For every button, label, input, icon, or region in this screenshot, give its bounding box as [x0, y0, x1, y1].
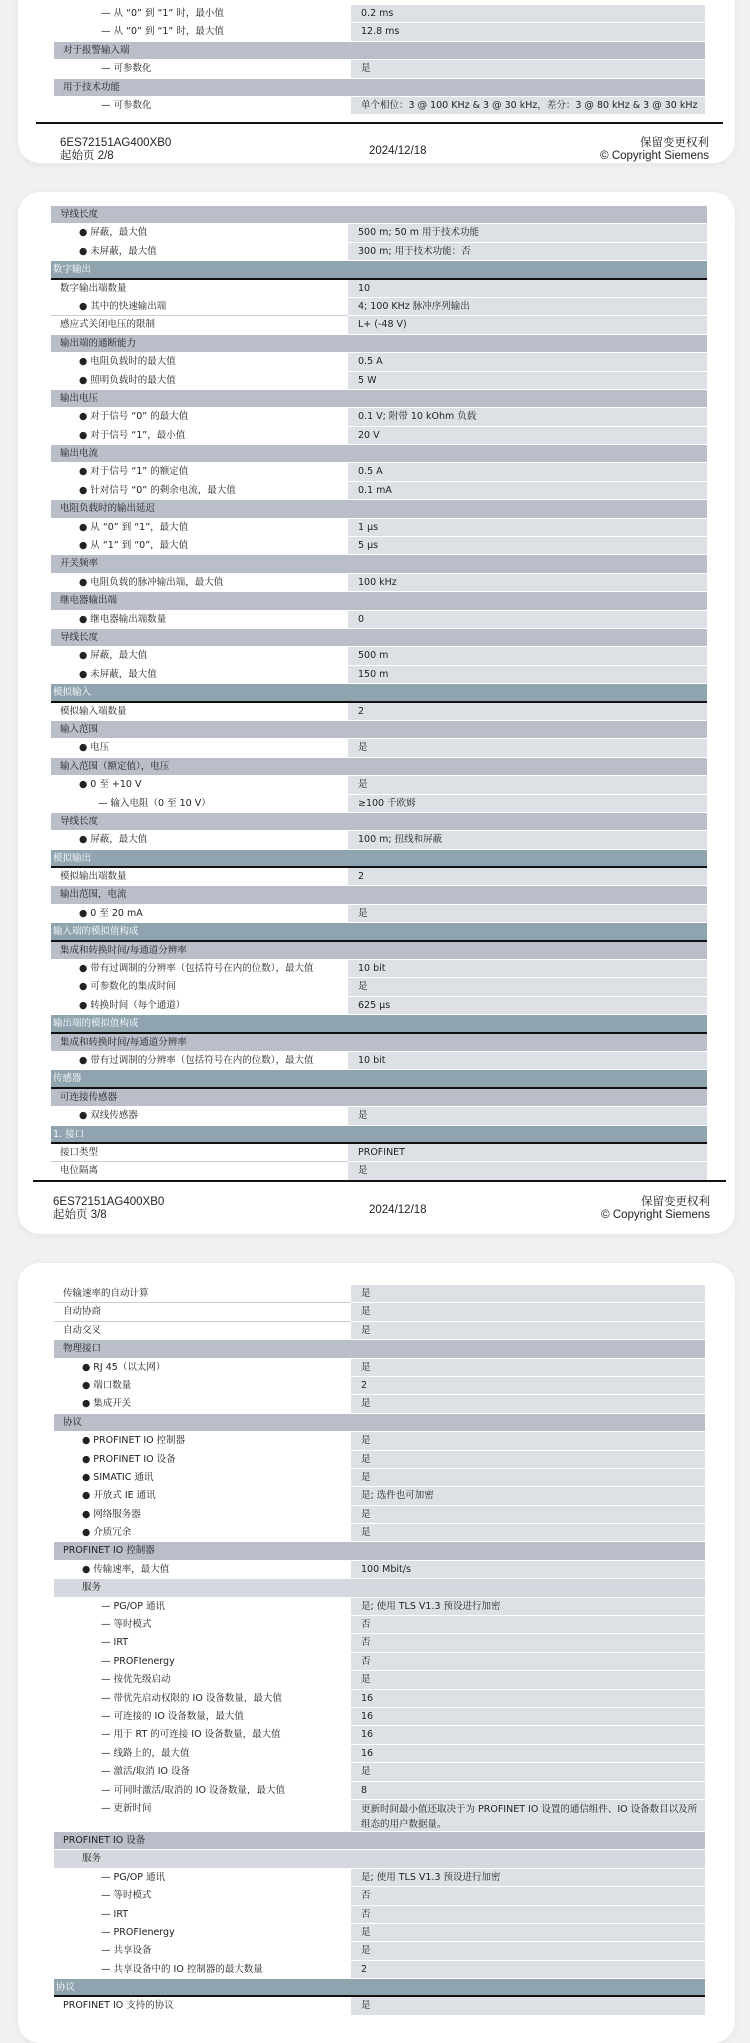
spec-row	[51, 224, 707, 242]
spec-row	[51, 795, 707, 813]
spec-label: — 从 “0” 到 “1” 时，最小值	[101, 8, 224, 19]
spec-label: ● 转换时间（每个通道）	[79, 999, 186, 1011]
spec-row	[51, 997, 707, 1015]
spec-row	[54, 1961, 705, 1979]
spec-label: 传输速率的自动计算	[54, 1285, 351, 1303]
spec-label: ● PROFINET IO 设备	[82, 1453, 176, 1465]
spec-value: 否	[351, 1634, 705, 1652]
spec-label: 接口类型	[51, 1144, 348, 1162]
spec-row	[54, 1690, 705, 1708]
spec-value: 0.5 A	[348, 463, 707, 481]
spec-value: 2	[348, 703, 707, 721]
footer-order-code: 6ES72151AG400XB0	[60, 137, 172, 149]
spec-row	[54, 1395, 705, 1413]
spec-value: 4; 100 KHz 脉冲序列输出	[348, 298, 707, 316]
spec-label: 模拟输入端数量	[60, 705, 127, 717]
spec-label: ● 双线传感器	[79, 1110, 138, 1122]
spec-row	[51, 611, 707, 629]
section-header: 输入端的模拟值构成	[51, 923, 707, 941]
spec-value: 5 μs	[348, 537, 707, 555]
spec-value: 是	[351, 1359, 705, 1377]
spec-row	[54, 1561, 705, 1579]
spec-row	[51, 372, 707, 390]
spec-label: 自动协商	[54, 1303, 351, 1321]
spec-row	[51, 1162, 707, 1180]
spec-label: — 共享设备	[101, 1945, 152, 1957]
spec-row	[54, 1616, 705, 1634]
spec-table	[54, 5, 705, 115]
spec-value: 是	[351, 1942, 705, 1960]
spec-label: ● 电压	[79, 742, 110, 754]
group-header: PROFINET IO 控制器	[54, 1542, 705, 1560]
section-header: 模拟输出	[51, 850, 707, 868]
spec-value: 是	[348, 978, 707, 996]
spec-row	[51, 463, 707, 481]
spec-label: ● 屏蔽，最大值	[79, 650, 148, 662]
spec-value: 0.5 A	[348, 353, 707, 371]
spec-value: 2	[351, 1377, 705, 1395]
spec-value: 12.8 ms	[351, 23, 705, 41]
page-2-card	[18, 0, 735, 163]
spec-value: 0	[348, 611, 707, 629]
spec-row	[51, 280, 707, 298]
group-header: 输出端的通断能力	[51, 335, 707, 353]
spec-row	[54, 1524, 705, 1542]
footer-date: 2024/12/18	[369, 1204, 427, 1216]
spec-label: — 可连接的 IO 设备数量，最大值	[101, 1710, 244, 1722]
spec-value: 单个相位：3 @ 100 KHz & 3 @ 30 kHz，差分：3 @ 80 kHz & 3 @ 30 kHz	[351, 97, 705, 115]
spec-value: 100 m; 扭线和屏蔽	[348, 831, 707, 849]
group-header: 输入范围	[51, 721, 707, 739]
spec-row	[54, 1432, 705, 1450]
spec-label: — 激活/取消 IO 设备	[101, 1766, 191, 1778]
spec-row	[54, 1377, 705, 1395]
spec-row	[54, 1800, 705, 1832]
spec-label: ● PROFINET IO 控制器	[82, 1435, 186, 1447]
spec-value: 是	[348, 1107, 707, 1125]
spec-row	[51, 353, 707, 371]
spec-label: ● 集成开关	[82, 1398, 132, 1410]
spec-label: ● 网络服务器	[82, 1508, 141, 1520]
spec-label: ● 传输速率，最大值	[82, 1563, 170, 1575]
spec-row	[51, 647, 707, 665]
spec-value: 300 m; 用于技术功能：否	[348, 243, 707, 261]
spec-value: 0.1 V; 附带 10 kOhm 负载	[348, 408, 707, 426]
spec-row	[51, 1052, 707, 1070]
subgroup-header: 服务	[54, 1850, 705, 1868]
spec-label: — 按优先级启动	[101, 1674, 171, 1686]
group-header: 继电器输出端	[51, 592, 707, 610]
spec-row	[54, 1285, 705, 1303]
spec-label: 数字输出端数量	[60, 282, 127, 294]
footer-page-number: 起始页 2/8	[60, 150, 114, 162]
spec-row	[54, 1322, 705, 1340]
group-header: 输出电压	[51, 390, 707, 408]
spec-row	[54, 1997, 705, 2015]
footer-divider	[33, 1180, 726, 1182]
spec-row	[51, 960, 707, 978]
section-header: 模拟输入	[51, 684, 707, 702]
spec-row	[54, 1924, 705, 1942]
spec-label: PROFINET IO 支持的协议	[63, 2000, 174, 2012]
spec-row	[54, 1598, 705, 1616]
spec-label: ● 0 至 20 mA	[79, 907, 143, 919]
spec-label: — 等时模式	[101, 1619, 152, 1631]
spec-label: — IRT	[101, 1908, 129, 1920]
spec-label: — 可参数化	[101, 63, 152, 75]
spec-row	[51, 574, 707, 592]
spec-label: ● 电阻负载时的最大值	[79, 356, 176, 368]
spec-row	[51, 831, 707, 849]
group-header: 集成和转换时间/每通道分辨率	[51, 942, 707, 960]
spec-value: 100 Mbit/s	[351, 1561, 705, 1579]
section-header: 数字输出	[51, 261, 707, 279]
spec-row	[54, 1634, 705, 1652]
group-header: 集成和转换时间/每通道分辨率	[51, 1034, 707, 1052]
spec-value: 是	[351, 1285, 705, 1303]
group-header: 开关频率	[51, 555, 707, 573]
spec-label: 自动交叉	[63, 1324, 102, 1336]
spec-row	[51, 408, 707, 426]
footer-date: 2024/12/18	[369, 145, 427, 157]
spec-row	[54, 1782, 705, 1800]
spec-label: ● 未屏蔽，最大值	[79, 668, 157, 680]
spec-value: 0.2 ms	[351, 5, 705, 23]
spec-value: 否	[351, 1653, 705, 1671]
spec-label: — 可参数化	[101, 99, 152, 111]
spec-row	[54, 1451, 705, 1469]
spec-row	[54, 1671, 705, 1689]
group-header: 导线长度	[51, 813, 707, 831]
spec-label: ● 端口数量	[82, 1379, 132, 1391]
spec-row	[54, 1942, 705, 1960]
spec-value: 是	[351, 1506, 705, 1524]
spec-row	[54, 1653, 705, 1671]
spec-row	[54, 1906, 705, 1924]
spec-value: 16	[351, 1708, 705, 1726]
spec-value: 是	[351, 1451, 705, 1469]
spec-label: ● 针对信号 “0” 的剩余电流，最大值	[79, 484, 236, 496]
spec-label: — 更新时间	[101, 1802, 152, 1814]
spec-row	[51, 776, 707, 794]
spec-row	[51, 316, 707, 334]
spec-row	[54, 60, 705, 78]
spec-value: 10 bit	[348, 960, 707, 978]
spec-label: ● 照明负载时的最大值	[79, 374, 176, 386]
spec-row	[51, 1107, 707, 1125]
group-header: 导线长度	[51, 206, 707, 224]
footer-divider	[36, 122, 723, 124]
spec-label: — 输入电阻（0 至 10 V）	[98, 797, 211, 809]
spec-value: 20 V	[348, 427, 707, 445]
spec-label: — 线路上的，最大值	[101, 1747, 190, 1759]
spec-label: ● 屏蔽，最大值	[79, 227, 148, 239]
spec-label: ● 继电器输出端数量	[79, 613, 167, 625]
group-header: 输出电流	[51, 445, 707, 463]
spec-label: — 用于 RT 的可连接 IO 设备数量，最大值	[101, 1729, 281, 1741]
spec-row	[51, 427, 707, 445]
spec-table	[54, 1285, 705, 2016]
spec-label: ● 对于信号 “0” 的最大值	[79, 411, 189, 423]
spec-row	[54, 1303, 705, 1321]
spec-row	[51, 519, 707, 537]
spec-value: 是	[348, 1162, 707, 1180]
spec-row	[51, 703, 707, 721]
spec-value: PROFINET	[348, 1144, 707, 1162]
spec-value: 2	[348, 868, 707, 886]
section-header: 协议	[54, 1979, 705, 1997]
spec-label: ● 介质冗余	[82, 1527, 132, 1539]
spec-row	[54, 1708, 705, 1726]
group-header: 可连接传感器	[51, 1089, 707, 1107]
spec-label: — 可同时激活/取消的 IO 设备数量，最大值	[101, 1784, 286, 1796]
footer-rights: 保留变更权利	[641, 1196, 710, 1208]
spec-value: 10	[348, 280, 707, 298]
spec-value: 否	[351, 1616, 705, 1634]
spec-value: 2	[351, 1961, 705, 1979]
spec-label: — 带优先启动权限的 IO 设备数量，最大值	[101, 1692, 282, 1704]
section-header: 1. 接口	[51, 1126, 707, 1144]
spec-label: ● 对于信号 “1” 的额定值	[79, 466, 189, 478]
group-header: 物理接口	[54, 1340, 705, 1358]
spec-value: 是	[351, 1671, 705, 1689]
spec-row	[54, 1745, 705, 1763]
spec-label: ● 其中的快速输出端	[51, 298, 348, 316]
group-header: 输出范围，电流	[51, 886, 707, 904]
spec-label: ● 0 至 +10 V	[79, 779, 142, 791]
spec-label: 感应式关闭电压的限制	[60, 319, 156, 331]
spec-value: 500 m	[348, 647, 707, 665]
spec-row	[54, 1506, 705, 1524]
spec-label: — PROFIenergy	[101, 1926, 175, 1938]
spec-value: 是; 使用 TLS V1.3 预设进行加密	[351, 1869, 705, 1887]
spec-value: 500 m; 50 m 用于技术功能	[348, 224, 707, 242]
spec-value: 是	[351, 1924, 705, 1942]
spec-row	[51, 482, 707, 500]
footer-rights: 保留变更权利	[640, 137, 709, 149]
spec-label: — 共享设备中的 IO 控制器的最大数量	[101, 1963, 263, 1975]
spec-row	[51, 868, 707, 886]
spec-label: — PG/OP 通讯	[101, 1600, 166, 1612]
spec-value: 150 m	[348, 666, 707, 684]
spec-row	[54, 1763, 705, 1781]
footer-copyright: © Copyright Siemens	[601, 1209, 710, 1221]
spec-row	[54, 1359, 705, 1377]
spec-row	[54, 1726, 705, 1744]
group-header: 输入范围（额定值），电压	[51, 758, 707, 776]
spec-row	[51, 905, 707, 923]
spec-label: 模拟输出端数量	[60, 871, 127, 883]
spec-value: 16	[351, 1690, 705, 1708]
spec-label: ● 带有过调制的分辨率（包括符号在内的位数），最大值	[79, 963, 314, 975]
spec-row	[51, 1144, 707, 1162]
spec-value: 更新时间最小值还取决于为 PROFINET IO 设置的通信组件、IO 设备数目以及所组态的用户数据量。	[351, 1800, 705, 1832]
spec-value: 是	[351, 1303, 705, 1321]
spec-value: 是	[351, 60, 705, 78]
spec-label: — 等时模式	[101, 1890, 152, 1902]
group-header: 电阻负载时的输出延迟	[51, 500, 707, 518]
spec-value: 是; 使用 TLS V1.3 预设进行加密	[351, 1598, 705, 1616]
spec-label: ● 从 “0” 到 “1”，最大值	[79, 521, 189, 533]
page-3-card	[18, 192, 735, 1234]
spec-label: ● 带有过调制的分辨率（包括符号在内的位数），最大值	[79, 1054, 314, 1066]
spec-value: 10 bit	[348, 1052, 707, 1070]
spec-row	[54, 23, 705, 41]
spec-value: 是	[351, 1763, 705, 1781]
spec-row	[54, 1487, 705, 1505]
spec-label: ● 可参数化的集成时间	[79, 981, 176, 993]
footer-order-code: 6ES72151AG400XB0	[53, 1196, 165, 1208]
spec-label: — PROFIenergy	[101, 1655, 175, 1667]
spec-row	[54, 1469, 705, 1487]
footer-page-number: 起始页 3/8	[53, 1209, 107, 1221]
spec-row	[51, 666, 707, 684]
spec-value: 0.1 mA	[348, 482, 707, 500]
spec-table	[51, 206, 707, 1181]
spec-value: 8	[351, 1782, 705, 1800]
spec-value: 是	[351, 1432, 705, 1450]
spec-row	[51, 298, 707, 316]
spec-value: 是	[348, 776, 707, 794]
spec-row	[51, 739, 707, 757]
spec-value: 是	[348, 739, 707, 757]
spec-value: ≥100 千欧姆	[348, 795, 707, 813]
spec-row	[54, 5, 705, 23]
spec-label: — 从 “0” 到 “1” 时，最大值	[101, 26, 224, 38]
spec-label: ● 开放式 IE 通讯	[82, 1490, 156, 1502]
spec-label: ● RJ 45（以太网）	[82, 1361, 166, 1373]
spec-value: 是	[348, 905, 707, 923]
subgroup-header: 服务	[54, 1579, 705, 1597]
spec-row	[54, 1887, 705, 1905]
group-header: 协议	[54, 1414, 705, 1432]
spec-row	[51, 243, 707, 261]
spec-label: ● 屏蔽，最大值	[79, 834, 148, 846]
group-header: 用于技术功能	[54, 79, 705, 97]
section-header: 输出端的模拟值构成	[51, 1015, 707, 1033]
spec-value: 是; 选件也可加密	[351, 1487, 705, 1505]
spec-value: 5 W	[348, 372, 707, 390]
spec-value: 否	[351, 1906, 705, 1924]
page-4-card	[18, 1263, 735, 2043]
spec-value: 625 μs	[348, 997, 707, 1015]
spec-value: 是	[351, 1395, 705, 1413]
spec-value: 100 kHz	[348, 574, 707, 592]
spec-label: 电位隔离	[60, 1165, 99, 1177]
spec-value: 是	[351, 1524, 705, 1542]
spec-label: ● 从 “1” 到 “0”，最大值	[79, 540, 189, 552]
group-header: PROFINET IO 设备	[54, 1832, 705, 1850]
spec-value: 16	[351, 1726, 705, 1744]
spec-value: 1 μs	[348, 519, 707, 537]
spec-value: 是	[351, 1469, 705, 1487]
spec-label: — IRT	[101, 1637, 129, 1649]
group-header: 导线长度	[51, 629, 707, 647]
section-header: 传感器	[51, 1070, 707, 1088]
spec-label: — PG/OP 通讯	[101, 1871, 166, 1883]
spec-row	[54, 97, 705, 115]
spec-label: ● 对于信号 “1”，最小值	[79, 429, 186, 441]
spec-label: ● 未屏蔽，最大值	[79, 245, 157, 257]
spec-value: 否	[351, 1887, 705, 1905]
footer-copyright: © Copyright Siemens	[600, 150, 709, 162]
spec-row	[51, 978, 707, 996]
spec-label: ● 电阻负载的脉冲输出端，最大值	[79, 576, 224, 588]
spec-row	[51, 537, 707, 555]
spec-label: ● SIMATIC 通讯	[82, 1471, 154, 1483]
spec-value: 是	[351, 1997, 705, 2015]
group-header: 对于报警输入端	[54, 42, 705, 60]
spec-value: L+ (-48 V)	[348, 316, 707, 334]
spec-value: 是	[351, 1322, 705, 1340]
spec-value: 16	[351, 1745, 705, 1763]
spec-row	[54, 1869, 705, 1887]
